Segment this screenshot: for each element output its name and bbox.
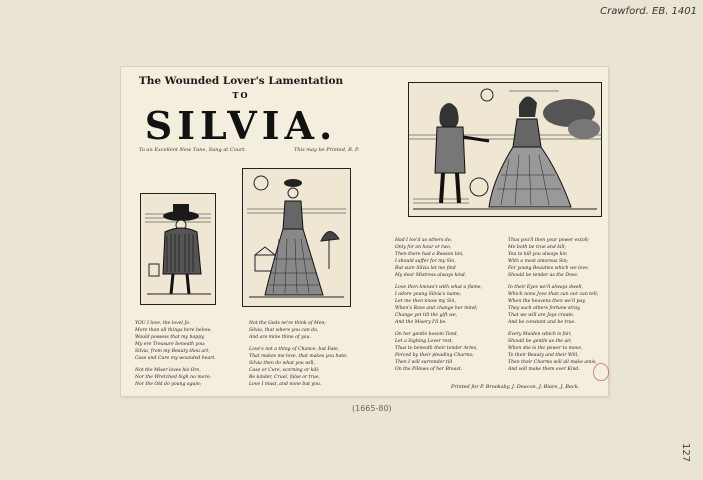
woodcut-gentleman xyxy=(140,193,216,305)
stanza: Every Maiden which is fair, Should be gentle as the air, When she is the power to move, To their Beauty and their Will, Then their Charms will all make amis, And will make them ever Kind. xyxy=(508,332,597,372)
stanza: In their Eyes we'll always dwell, Which none Jove than can our can tell; When the heavens then we'll pay, They such others fortune stray, That we will are Joys create, And be constant and be true. xyxy=(508,285,599,325)
stanza: YOU I love, the lovel Jo. More than all things here below; Would possess that my happy, My ere Treasure beneath you: Silvia, from my Beauty thou art, Case and Cure my wounded heart. xyxy=(135,321,216,361)
stanza: Thus you'll then your power extoll; Me both be true and kill; You to kill you always kin With a most amorous Sin; For young Beauties which we love, Should be tender as the Dove. xyxy=(508,238,590,278)
woodcut-lady xyxy=(242,168,351,307)
stanza: Not the Miser loves his Ore, Nor the Wretched high no more; Nor the Old do young again; xyxy=(135,368,211,387)
shelfmark: Crawford. EB. 1401 xyxy=(600,6,697,17)
title-main: SILVIA. xyxy=(144,103,338,148)
lady-illustration xyxy=(243,169,350,306)
library-stamp xyxy=(593,363,609,381)
stanza: Had I lov'd as others do, Only for an hour or two, Then there had a Reason bin, I should suffer for my Sin, But sure Silvia let me find My dear Mistress always kind. xyxy=(395,238,467,278)
stanza: Love's not a thing of Chance, but Fate, That makes me love, that makes you hate; Silvia then do what you will, Case or Cure, scorning or kill; Be kinder, Cruel, false or true, Love I must, and none but you. xyxy=(249,347,348,387)
verse-column-2 xyxy=(249,320,364,393)
printer-imprint: Printed for P. Brooksby, J. Deacon, J. Blare, J. Back. xyxy=(451,384,580,390)
title-line: The Wounded Lover's Lamentation xyxy=(138,75,344,87)
title-to: TO xyxy=(232,90,250,100)
stanza: On her gentle bosom Tend, Let a Sighing Lover rest, Thus to beneath their tender Arms, Forced by their pleading Charms; Then I will surrender till On the Pillows of her Breast. xyxy=(395,332,478,372)
pencil-note: (1665-80) xyxy=(352,404,392,413)
woodcut-couple xyxy=(408,82,602,217)
verse-column-4 xyxy=(508,237,606,378)
couple-illustration xyxy=(409,83,601,216)
tune-line xyxy=(139,147,359,153)
license-note: This may be Printed, R. P. xyxy=(294,147,359,153)
verse-column-1 xyxy=(135,320,245,393)
gentleman-illustration xyxy=(141,194,215,304)
stanza: Not the Gods ne're think of Men; Silvia, that where you can do, And are mine thine of you. xyxy=(249,321,326,340)
broadside-sheet xyxy=(121,67,608,396)
page-number: 127 xyxy=(679,442,691,463)
tune-left: To an Excellent New Tune, Sung at Court. xyxy=(139,147,246,153)
stanza: Love then knows't with what a flame, I adore young Silvia's name; Let me then know my Sin, When's Rove and change her mind; Change yet till the gift we, And the Misery I'll be. xyxy=(395,285,483,325)
verse-column-3 xyxy=(395,237,503,378)
